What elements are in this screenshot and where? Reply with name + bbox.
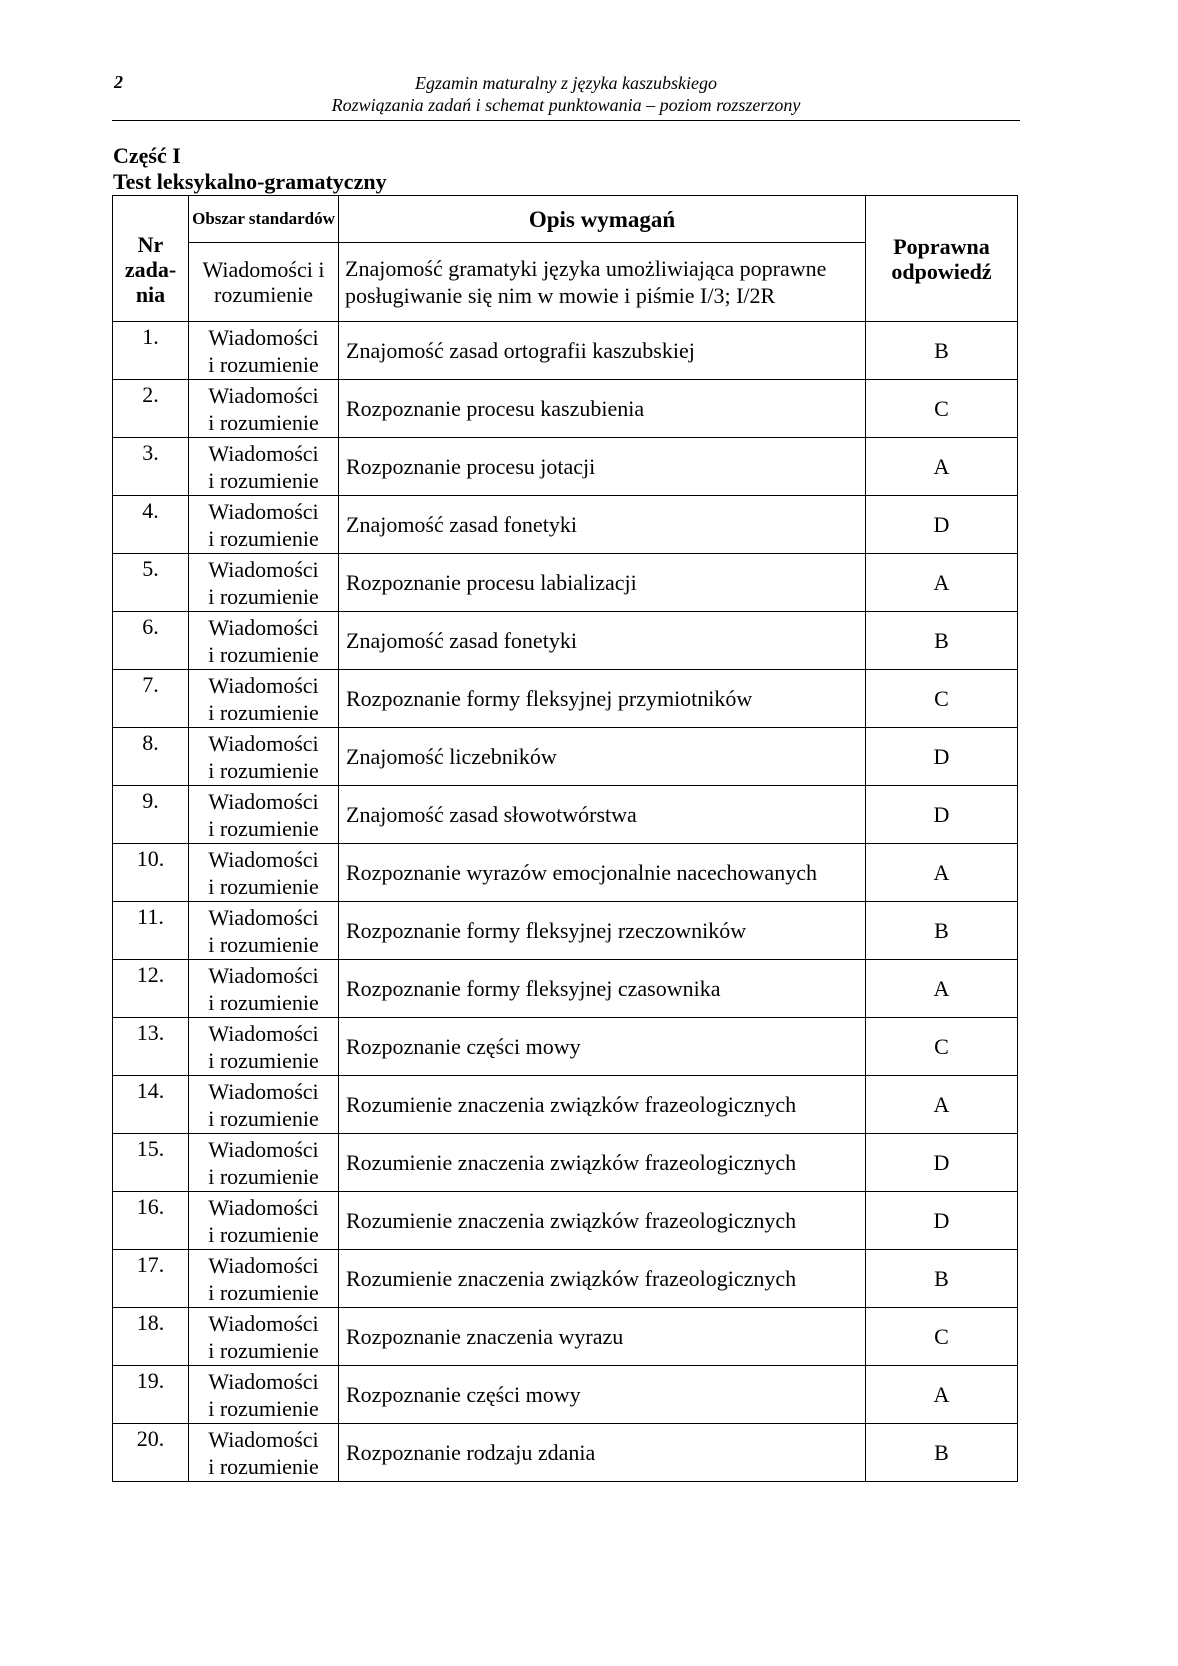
row-number: 2. <box>113 380 189 438</box>
table-row <box>113 1192 1018 1250</box>
page-header <box>112 72 1020 121</box>
row-opis: Znajomość zasad fonetyki <box>339 496 866 554</box>
row-answer: D <box>866 1134 1018 1192</box>
row-obszar-line1: Wiadomości <box>208 904 319 930</box>
row-obszar-line1: Wiadomości <box>208 846 319 872</box>
row-opis: Rozumienie znaczenia związków frazeologicznych <box>339 1134 866 1192</box>
row-obszar-line1: Wiadomości <box>208 440 319 466</box>
section-subtitle: Test leksykalno-gramatyczny <box>113 169 387 194</box>
table-row <box>113 1134 1018 1192</box>
row-obszar-line2: i rozumienie <box>208 1163 319 1189</box>
row-obszar-line1: Wiadomości <box>208 1426 319 1452</box>
table-row <box>113 1308 1018 1366</box>
table-row <box>113 554 1018 612</box>
row-obszar-line2: i rozumienie <box>208 1395 319 1421</box>
answer-key-body <box>113 196 1018 1482</box>
row-opis: Znajomość zasad fonetyki <box>339 612 866 670</box>
table-row <box>113 438 1018 496</box>
row-answer: C <box>866 1018 1018 1076</box>
row-obszar-line1: Wiadomości <box>208 730 319 756</box>
row-opis: Rozpoznanie formy fleksyjnej czasownika <box>339 960 866 1018</box>
row-opis: Rozpoznanie procesu kaszubienia <box>339 380 866 438</box>
row-obszar-line2: i rozumienie <box>208 641 319 667</box>
answer-key-table <box>112 195 1018 1482</box>
row-obszar-line2: i rozumienie <box>208 1105 319 1131</box>
row-number: 3. <box>113 438 189 496</box>
row-obszar-line1: Wiadomości <box>208 1020 319 1046</box>
row-answer: A <box>866 1366 1018 1424</box>
row-obszar-line2: i rozumienie <box>208 467 319 493</box>
table-row <box>113 1424 1018 1482</box>
row-obszar-line2: i rozumienie <box>208 931 319 957</box>
row-answer: D <box>866 496 1018 554</box>
row-obszar-line2: i rozumienie <box>208 351 319 377</box>
row-obszar-line1: Wiadomości <box>208 498 319 524</box>
row-answer: B <box>866 902 1018 960</box>
row-obszar <box>189 1424 339 1482</box>
header-nr-line1: Nr <box>137 232 164 257</box>
page-number: 2 <box>114 72 123 92</box>
table-row <box>113 1250 1018 1308</box>
row-number: 20. <box>113 1424 189 1482</box>
header-poprawna-line1: Poprawna <box>893 233 990 259</box>
row-obszar <box>189 380 339 438</box>
table-row <box>113 322 1018 380</box>
row-obszar <box>189 1076 339 1134</box>
row-opis: Rozpoznanie procesu labializacji <box>339 554 866 612</box>
row-number: 13. <box>113 1018 189 1076</box>
row-number: 10. <box>113 844 189 902</box>
row-opis: Rozpoznanie formy fleksyjnej przymiotników <box>339 670 866 728</box>
header-poprawna-line2: odpowiedź <box>891 258 992 284</box>
section-title: Część I <box>113 143 181 168</box>
row-obszar-line1: Wiadomości <box>208 1078 319 1104</box>
row-obszar-line1: Wiadomości <box>208 556 319 582</box>
row-obszar-line2: i rozumienie <box>208 409 319 435</box>
row-answer: D <box>866 786 1018 844</box>
row-obszar <box>189 670 339 728</box>
table-row <box>113 380 1018 438</box>
table-row <box>113 612 1018 670</box>
row-obszar-line1: Wiadomości <box>208 1194 319 1220</box>
header-subtitle: Rozwiązania zadań i schemat punktowania – poziom rozszerzony <box>331 95 801 115</box>
row-obszar-line2: i rozumienie <box>208 989 319 1015</box>
row-opis: Rozpoznanie formy fleksyjnej rzeczowników <box>339 902 866 960</box>
table-row <box>113 902 1018 960</box>
row-answer: C <box>866 1308 1018 1366</box>
header-nr-cell <box>113 196 189 322</box>
row-answer: A <box>866 844 1018 902</box>
table-row <box>113 1076 1018 1134</box>
row-opis: Znajomość zasad słowotwórstwa <box>339 786 866 844</box>
row-answer: A <box>866 960 1018 1018</box>
row-number: 16. <box>113 1192 189 1250</box>
row-obszar-line2: i rozumienie <box>208 1221 319 1247</box>
row-obszar <box>189 844 339 902</box>
header-nr-line3: nia <box>135 282 166 307</box>
row-number: 17. <box>113 1250 189 1308</box>
header-obszar-cell: Obszar standardów <box>189 196 339 243</box>
row-answer: D <box>866 1192 1018 1250</box>
table-header-row-1 <box>113 196 1018 243</box>
row-answer: B <box>866 1424 1018 1482</box>
row-number: 6. <box>113 612 189 670</box>
row-opis: Rozpoznanie procesu jotacji <box>339 438 866 496</box>
row-obszar <box>189 1018 339 1076</box>
row-obszar <box>189 438 339 496</box>
row-number: 14. <box>113 1076 189 1134</box>
table-row <box>113 1366 1018 1424</box>
row-answer: C <box>866 670 1018 728</box>
row-obszar-line1: Wiadomości <box>208 962 319 988</box>
row-obszar <box>189 728 339 786</box>
row-obszar-line1: Wiadomości <box>208 672 319 698</box>
table-row <box>113 844 1018 902</box>
row-obszar <box>189 1366 339 1424</box>
row-opis: Rozpoznanie znaczenia wyrazu <box>339 1308 866 1366</box>
row-number: 5. <box>113 554 189 612</box>
row-obszar-line2: i rozumienie <box>208 525 319 551</box>
row-obszar <box>189 1134 339 1192</box>
row-answer: A <box>866 554 1018 612</box>
row-answer: B <box>866 612 1018 670</box>
row-obszar <box>189 554 339 612</box>
row-obszar <box>189 612 339 670</box>
row-obszar <box>189 1308 339 1366</box>
header-opis-cell: Opis wymagań <box>339 196 866 243</box>
row-obszar-line1: Wiadomości <box>208 788 319 814</box>
row-obszar-line2: i rozumienie <box>208 1047 319 1073</box>
row-obszar-line2: i rozumienie <box>208 757 319 783</box>
table-row <box>113 1018 1018 1076</box>
row-opis: Rozumienie znaczenia związków frazeologicznych <box>339 1250 866 1308</box>
row-opis: Znajomość zasad ortografii kaszubskiej <box>339 322 866 380</box>
row-obszar-line1: Wiadomości <box>208 1136 319 1162</box>
row-number: 11. <box>113 902 189 960</box>
row-opis: Rozpoznanie części mowy <box>339 1366 866 1424</box>
row-number: 18. <box>113 1308 189 1366</box>
table-row <box>113 786 1018 844</box>
row-number: 1. <box>113 322 189 380</box>
row-obszar <box>189 1250 339 1308</box>
table-row <box>113 728 1018 786</box>
header-nr-line2: zada- <box>124 257 177 282</box>
row-obszar <box>189 960 339 1018</box>
row-obszar-line2: i rozumienie <box>208 1453 319 1479</box>
row-number: 15. <box>113 1134 189 1192</box>
row-obszar-line2: i rozumienie <box>208 1279 319 1305</box>
header-poprawna-cell <box>866 196 1018 322</box>
row-answer: B <box>866 322 1018 380</box>
row-answer: A <box>866 438 1018 496</box>
header-exam-title: Egzamin maturalny z języka kaszubskiego <box>415 73 717 93</box>
table-row <box>113 496 1018 554</box>
row-number: 7. <box>113 670 189 728</box>
row-number: 19. <box>113 1366 189 1424</box>
row-obszar <box>189 496 339 554</box>
row-obszar-line1: Wiadomości <box>208 382 319 408</box>
row-obszar-line2: i rozumienie <box>208 583 319 609</box>
row-obszar-line1: Wiadomości <box>208 1368 319 1394</box>
row-obszar-line1: Wiadomości <box>208 1252 319 1278</box>
row-obszar <box>189 786 339 844</box>
row-number: 8. <box>113 728 189 786</box>
row-number: 9. <box>113 786 189 844</box>
table-row <box>113 670 1018 728</box>
row-obszar <box>189 322 339 380</box>
row-opis: Rozpoznanie wyrazów emocjonalnie nacechowanych <box>339 844 866 902</box>
row-obszar-line2: i rozumienie <box>208 873 319 899</box>
row-obszar-line2: i rozumienie <box>208 699 319 725</box>
row-opis: Rozpoznanie części mowy <box>339 1018 866 1076</box>
row-answer: A <box>866 1076 1018 1134</box>
row-obszar-line2: i rozumienie <box>208 1337 319 1363</box>
row-obszar <box>189 902 339 960</box>
row-obszar-line2: i rozumienie <box>208 815 319 841</box>
row-answer: D <box>866 728 1018 786</box>
table-row <box>113 960 1018 1018</box>
row-number: 12. <box>113 960 189 1018</box>
row-opis: Rozpoznanie rodzaju zdania <box>339 1424 866 1482</box>
row-opis: Rozumienie znaczenia związków frazeologicznych <box>339 1076 866 1134</box>
row-obszar <box>189 1192 339 1250</box>
row-obszar-line1: Wiadomości <box>208 614 319 640</box>
row-opis: Znajomość liczebników <box>339 728 866 786</box>
row-obszar-line1: Wiadomości <box>208 324 319 350</box>
row-answer: B <box>866 1250 1018 1308</box>
header-obszar-value-cell: Wiadomości i rozumienie <box>189 243 339 322</box>
row-obszar-line1: Wiadomości <box>208 1310 319 1336</box>
row-opis: Rozumienie znaczenia związków frazeologicznych <box>339 1192 866 1250</box>
row-answer: C <box>866 380 1018 438</box>
header-opis-value-cell: Znajomość gramatyki języka umożliwiająca poprawne posługiwanie się nim w mowie i piśmie I/3; I/2R <box>339 243 866 322</box>
row-number: 4. <box>113 496 189 554</box>
